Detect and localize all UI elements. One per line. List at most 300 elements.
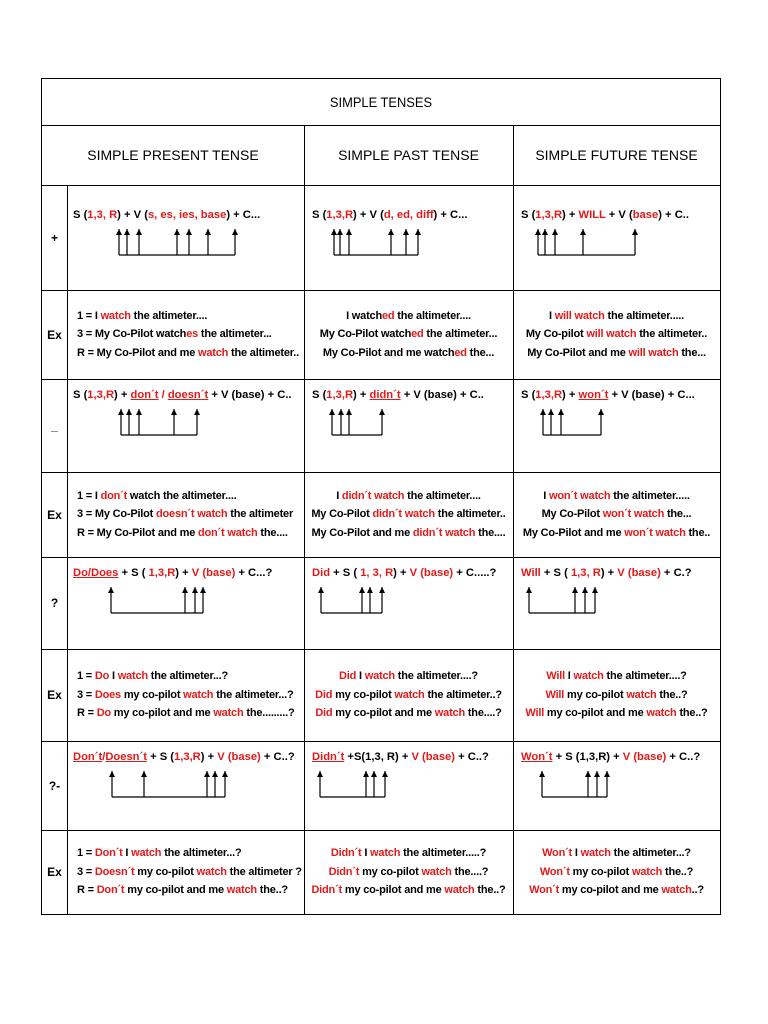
arrow-head xyxy=(388,229,394,235)
arrow-head xyxy=(109,771,115,777)
text-segment: 1 = xyxy=(77,847,95,860)
example-sentence xyxy=(525,704,707,723)
highlighted-text: 1,3, R xyxy=(570,567,601,579)
arrow-head xyxy=(359,587,365,593)
text-segment: the.... xyxy=(475,526,506,539)
highlighted-text: ed xyxy=(381,309,395,322)
text-segment: the.. xyxy=(685,526,711,539)
example-sentence xyxy=(311,881,505,900)
highlighted-text: Did xyxy=(339,670,357,683)
bracket-arrows-diagram xyxy=(304,583,513,643)
example-cell xyxy=(304,830,513,914)
text-segment: +S(1,3, R) + xyxy=(344,751,412,763)
text-segment: ) + V ( xyxy=(353,209,384,221)
formula-cell xyxy=(67,379,304,472)
text-segment: 3 = My Co-Pilot watch xyxy=(77,328,187,341)
highlighted-text: watch xyxy=(661,884,692,897)
highlighted-text: watch xyxy=(183,688,214,701)
example-sentence xyxy=(320,325,497,344)
example-sentence xyxy=(323,344,494,363)
arrow-head xyxy=(585,771,591,777)
arrow-head xyxy=(186,229,192,235)
highlighted-text: didn´t watch xyxy=(412,526,476,539)
text-segment: My Co-Pilot xyxy=(311,508,373,521)
row-label: Ex xyxy=(47,507,62,522)
arrow-head xyxy=(548,409,554,415)
highlighted-text: will watch xyxy=(586,328,637,341)
text-segment: the... xyxy=(678,346,706,359)
text-segment: the altimeter... xyxy=(423,328,498,341)
text-segment: the altimeter.... xyxy=(394,309,471,322)
column-header: SIMPLE PRESENT TENSE xyxy=(87,147,259,163)
example-cell xyxy=(513,649,720,741)
highlighted-text: Didn´t xyxy=(311,884,343,897)
highlighted-text: / xyxy=(102,751,106,763)
arrow-head xyxy=(403,229,409,235)
arrow-head xyxy=(116,229,122,235)
example-sentence xyxy=(77,325,272,344)
example-sentence xyxy=(336,487,481,506)
example-sentence xyxy=(527,344,706,363)
row-label: ?- xyxy=(48,778,61,793)
arrow-head xyxy=(632,229,638,235)
text-segment: I watch xyxy=(346,309,382,322)
arrow-head xyxy=(337,229,343,235)
text-segment: + S ( xyxy=(118,567,149,579)
highlighted-text: Won´t xyxy=(542,847,573,860)
text-segment: the altimeter..... xyxy=(610,489,690,502)
arrow-head xyxy=(367,587,373,593)
arrow-head xyxy=(317,771,323,777)
highlighted-text: V (base) xyxy=(191,567,236,579)
text-segment: the altimeter..? xyxy=(424,688,502,701)
highlighted-text: V (base) xyxy=(217,751,261,763)
highlighted-text: watch xyxy=(117,670,148,683)
bracket-arrows-diagram xyxy=(513,405,720,465)
highlighted-text: watch xyxy=(646,707,677,720)
highlighted-text: watch xyxy=(226,884,257,897)
text-segment: I xyxy=(361,847,371,860)
text-segment: 3 = My Co-Pilot xyxy=(77,508,157,521)
example-sentence xyxy=(549,307,684,326)
highlighted-text: doesn´t xyxy=(167,389,209,401)
example-sentence xyxy=(77,704,294,723)
text-segment: the..? xyxy=(662,865,694,878)
text-segment: the altimeter....? xyxy=(603,670,687,683)
highlighted-text: Do xyxy=(96,707,111,720)
arrow-head xyxy=(171,409,177,415)
example-sentence xyxy=(523,524,710,543)
text-segment: ..? xyxy=(691,884,704,897)
arrow-head xyxy=(379,409,385,415)
highlighted-text: ed xyxy=(411,328,424,341)
arrow-head xyxy=(194,409,200,415)
text-segment: + C..? xyxy=(455,751,489,763)
highlighted-text: Did xyxy=(312,567,331,579)
highlighted-text: watch xyxy=(580,847,611,860)
highlighted-text: V (base) xyxy=(617,567,661,579)
text-segment: my co-pilot and me xyxy=(559,884,662,897)
formula-cell xyxy=(513,741,720,830)
text-segment: the.... xyxy=(257,526,288,539)
arrow-head xyxy=(182,587,188,593)
arrow-head xyxy=(141,771,147,777)
text-segment: + C..? xyxy=(666,751,701,763)
tense-formula xyxy=(73,209,260,221)
highlighted-text: Does xyxy=(94,688,121,701)
column-header: SIMPLE PAST TENSE xyxy=(338,147,479,163)
example-cell xyxy=(304,649,513,741)
highlighted-text: es xyxy=(186,328,199,341)
text-segment: + S ( xyxy=(540,567,571,579)
highlighted-text: didn´t watch xyxy=(372,508,435,521)
highlighted-text: 1,3, R xyxy=(87,209,118,221)
text-segment: S ( xyxy=(521,389,536,401)
text-segment: ) + xyxy=(175,567,192,579)
example-cell xyxy=(67,830,304,914)
text-segment: S ( xyxy=(312,209,327,221)
bracket-arrows-diagram xyxy=(513,767,720,827)
highlighted-text: watch xyxy=(421,865,452,878)
highlighted-text: will watch xyxy=(554,309,605,322)
text-segment: ) + xyxy=(200,751,218,763)
text-segment: the....? xyxy=(451,865,489,878)
highlighted-text: Will xyxy=(546,670,565,683)
arrow-head xyxy=(136,409,142,415)
text-segment: my co-pilot xyxy=(564,688,627,701)
text-segment: the altimeter..... xyxy=(604,309,685,322)
formula-cell xyxy=(67,185,304,290)
arrow-head xyxy=(192,587,198,593)
text-segment: ) + xyxy=(600,567,618,579)
highlighted-text: watch xyxy=(100,309,131,322)
highlighted-text: V (base) xyxy=(622,751,667,763)
tense-formula xyxy=(312,209,467,221)
arrow-head xyxy=(124,229,130,235)
highlighted-text: 1,3,R xyxy=(326,209,354,221)
example-cell xyxy=(513,830,720,914)
text-segment: + C..? xyxy=(260,751,295,763)
highlighted-text: 1,3,R xyxy=(326,389,354,401)
arrow-head xyxy=(539,771,545,777)
highlighted-text: watch xyxy=(196,865,227,878)
arrow-head xyxy=(535,229,541,235)
highlighted-text: Did xyxy=(315,707,333,720)
example-sentence xyxy=(546,667,686,686)
text-segment: my co-pilot xyxy=(134,865,197,878)
arrow-head xyxy=(232,229,238,235)
highlighted-text: watch xyxy=(131,847,162,860)
arrow-head xyxy=(540,409,546,415)
text-segment: my co-pilot and me xyxy=(124,884,227,897)
text-segment: the altimeter.... xyxy=(130,309,208,322)
arrow-head xyxy=(542,229,548,235)
text-segment: My Co-pilot xyxy=(525,328,587,341)
row-label: _ xyxy=(51,418,58,433)
highlighted-text: Won´t xyxy=(539,865,570,878)
example-sentence xyxy=(77,686,294,705)
text-segment: My Co-Pilot xyxy=(541,508,603,521)
text-segment: my co-pilot xyxy=(332,688,395,701)
text-segment: the... xyxy=(664,508,692,521)
text-segment: S ( xyxy=(312,389,327,401)
example-sentence xyxy=(311,505,505,524)
highlighted-text: won´t watch xyxy=(602,508,665,521)
text-segment: I xyxy=(109,670,118,683)
arrow-head xyxy=(594,771,600,777)
highlighted-text: watch xyxy=(444,884,475,897)
highlighted-text: 1,3,R xyxy=(535,209,563,221)
text-segment: the altimeter...? xyxy=(147,670,229,683)
text-segment: 3 = xyxy=(77,688,95,701)
example-cell xyxy=(67,649,304,741)
arrow-head xyxy=(558,409,564,415)
tense-formula xyxy=(73,567,272,579)
example-cell xyxy=(513,472,720,557)
highlighted-text: watch xyxy=(394,688,425,701)
example-cell xyxy=(513,290,720,379)
page-title: SIMPLE TENSES xyxy=(329,94,433,110)
highlighted-text: 1,3,R xyxy=(174,751,201,763)
text-segment: 3 = xyxy=(77,865,95,878)
highlighted-text: didn´t xyxy=(369,389,401,401)
arrow-head xyxy=(363,771,369,777)
arrow-head xyxy=(598,409,604,415)
highlighted-text: WILL xyxy=(578,209,606,221)
highlighted-text: watch xyxy=(198,346,229,359)
highlighted-text: Won´t xyxy=(529,884,560,897)
highlighted-text: d, ed, diff xyxy=(383,209,434,221)
tense-formula xyxy=(521,567,692,579)
highlighted-text: Don´t xyxy=(96,884,125,897)
example-cell xyxy=(304,290,513,379)
text-segment: ) + xyxy=(562,389,579,401)
text-segment: ) + C... xyxy=(433,209,468,221)
tense-formula xyxy=(312,567,496,579)
arrow-head xyxy=(136,229,142,235)
highlighted-text: won´t watch xyxy=(549,489,611,502)
formula-cell xyxy=(67,557,304,649)
text-segment: ) + xyxy=(562,209,579,221)
example-sentence xyxy=(77,844,242,863)
arrow-head xyxy=(205,229,211,235)
highlighted-text: 1,3,R xyxy=(535,389,563,401)
highlighted-text: watch xyxy=(213,707,244,720)
example-sentence xyxy=(542,844,691,863)
text-segment: ) + C... xyxy=(226,209,261,221)
highlighted-text: 1,3,R xyxy=(148,567,176,579)
arrow-head xyxy=(108,587,114,593)
arrow-head xyxy=(580,229,586,235)
arrow-head xyxy=(212,771,218,777)
highlighted-text: doesn´t watch xyxy=(156,508,228,521)
text-segment: the altimeter... xyxy=(198,328,272,341)
highlighted-text: Doesn´t xyxy=(105,751,147,763)
text-segment: the... xyxy=(466,346,495,359)
text-segment: + V (base) + C.. xyxy=(208,389,292,401)
highlighted-text: will watch xyxy=(628,346,679,359)
text-segment: ) + V ( xyxy=(117,209,148,221)
formula-cell xyxy=(513,185,720,290)
arrow-head xyxy=(572,587,578,593)
highlighted-text: Will xyxy=(525,707,545,720)
text-segment: I xyxy=(564,670,574,683)
text-segment: R = My Co-Pilot and me xyxy=(77,346,198,359)
highlighted-text: Will xyxy=(521,567,541,579)
example-sentence xyxy=(543,487,689,506)
tense-formula xyxy=(73,751,295,763)
formula-cell xyxy=(304,185,513,290)
bracket-arrows-diagram xyxy=(304,225,513,285)
text-segment: My Co-Pilot and me xyxy=(527,346,629,359)
highlighted-text: s, es, ies, base xyxy=(147,209,227,221)
arrow-head xyxy=(592,587,598,593)
text-segment: the altimeter...? xyxy=(213,688,294,701)
text-segment: + S ( xyxy=(330,567,361,579)
text-segment: S ( xyxy=(73,209,88,221)
example-sentence xyxy=(315,686,502,705)
arrow-head xyxy=(371,771,377,777)
formula-cell xyxy=(304,557,513,649)
text-segment: + C...? xyxy=(235,567,273,579)
tense-formula xyxy=(312,389,484,401)
arrow-head xyxy=(222,771,228,777)
text-segment: the altimeter.... xyxy=(404,489,481,502)
text-segment: the altimeter....? xyxy=(394,670,478,683)
highlighted-text: / xyxy=(158,389,168,401)
row-label: ? xyxy=(50,596,59,610)
tense-formula xyxy=(521,209,689,221)
highlighted-text: Don´t xyxy=(94,847,123,860)
highlighted-text: 1, 3, R xyxy=(360,567,394,579)
example-sentence xyxy=(77,487,237,506)
arrow-head xyxy=(582,587,588,593)
text-segment: I xyxy=(122,847,132,860)
highlighted-text: base xyxy=(632,209,659,221)
text-segment: my co-pilot and me xyxy=(110,707,214,720)
formula-cell xyxy=(304,379,513,472)
example-sentence xyxy=(529,881,704,900)
tense-formula xyxy=(312,751,489,763)
tense-formula xyxy=(521,751,700,763)
bracket-arrows-diagram xyxy=(67,405,304,465)
highlighted-text: 1,3,R xyxy=(87,389,115,401)
text-segment: ) + xyxy=(353,389,370,401)
arrow-head xyxy=(118,409,124,415)
text-segment: the altimeter.....? xyxy=(400,847,487,860)
text-segment: + C.? xyxy=(660,567,692,579)
simple-tenses-table xyxy=(41,78,721,915)
text-segment: my co-pilot and me xyxy=(544,707,647,720)
text-segment: my co-pilot and me xyxy=(342,884,445,897)
text-segment: + S (1,3,R) + xyxy=(552,751,623,763)
text-segment: + V ( xyxy=(605,209,633,221)
text-segment: ) + C.. xyxy=(658,209,689,221)
example-sentence xyxy=(77,863,302,882)
text-segment: the altimeter...? xyxy=(161,847,242,860)
highlighted-text: Didn´t xyxy=(328,865,360,878)
text-segment: + V (base) + C.. xyxy=(400,389,484,401)
arrow-head xyxy=(329,409,335,415)
text-segment: the altimeter...? xyxy=(610,847,691,860)
text-segment: S ( xyxy=(73,389,88,401)
example-sentence xyxy=(315,704,501,723)
text-segment: My Co-Pilot watch xyxy=(319,328,412,341)
tense-formula xyxy=(521,389,695,401)
text-segment: 1 = xyxy=(77,670,95,683)
text-segment: the....? xyxy=(464,707,502,720)
example-sentence xyxy=(542,505,692,524)
text-segment: R = My Co-Pilot and me xyxy=(77,526,198,539)
arrow-head xyxy=(526,587,532,593)
text-segment: watch the altimeter.... xyxy=(127,489,237,502)
text-segment: 1 = I xyxy=(77,489,101,502)
text-segment: ) + xyxy=(114,389,131,401)
arrow-head xyxy=(200,587,206,593)
formula-cell xyxy=(304,741,513,830)
text-segment: the..? xyxy=(256,884,288,897)
text-segment: the altimeter.. xyxy=(434,508,506,521)
highlighted-text: ed xyxy=(454,346,467,359)
highlighted-text: Didn´t xyxy=(312,751,345,763)
row-label: + xyxy=(50,230,58,245)
text-segment: the..? xyxy=(474,884,506,897)
text-segment: I xyxy=(572,847,581,860)
example-sentence xyxy=(77,881,288,900)
example-sentence xyxy=(339,667,478,686)
column-header: SIMPLE FUTURE TENSE xyxy=(535,147,698,163)
highlighted-text: V (base) xyxy=(411,751,455,763)
arrow-head xyxy=(338,409,344,415)
example-sentence xyxy=(312,524,506,543)
text-segment: I xyxy=(543,489,549,502)
highlighted-text: watch xyxy=(631,865,663,878)
text-segment: + V (base) + C... xyxy=(608,389,695,401)
example-sentence xyxy=(545,686,687,705)
highlighted-text: watch xyxy=(626,688,657,701)
example-sentence xyxy=(329,863,489,882)
text-segment: the altimeter.. xyxy=(228,346,299,359)
text-segment: I xyxy=(356,670,365,683)
text-segment: + S ( xyxy=(146,751,175,763)
highlighted-text: watch xyxy=(364,670,395,683)
example-cell xyxy=(67,290,304,379)
highlighted-text: watch xyxy=(573,670,604,683)
arrow-head xyxy=(346,229,352,235)
example-sentence xyxy=(540,863,693,882)
example-sentence xyxy=(526,325,707,344)
example-cell xyxy=(67,472,304,557)
formula-cell xyxy=(513,557,720,649)
formula-cell xyxy=(513,379,720,472)
bracket-arrows-diagram xyxy=(67,583,304,643)
row-label: Ex xyxy=(47,688,62,702)
arrow-head xyxy=(318,587,324,593)
arrow-head xyxy=(382,771,388,777)
highlighted-text: don´t xyxy=(100,489,128,502)
text-segment: the altimeter.. xyxy=(636,328,708,341)
text-segment: S ( xyxy=(521,209,536,221)
example-sentence xyxy=(77,307,207,326)
arrow-head xyxy=(174,229,180,235)
text-segment: R = xyxy=(77,707,97,720)
example-sentence xyxy=(77,344,299,363)
bracket-arrows-diagram xyxy=(513,583,720,643)
text-segment: + C.....? xyxy=(453,567,497,579)
bracket-arrows-diagram xyxy=(304,767,513,827)
highlighted-text: Will xyxy=(545,688,565,701)
highlighted-text: Doesn´t xyxy=(94,865,135,878)
